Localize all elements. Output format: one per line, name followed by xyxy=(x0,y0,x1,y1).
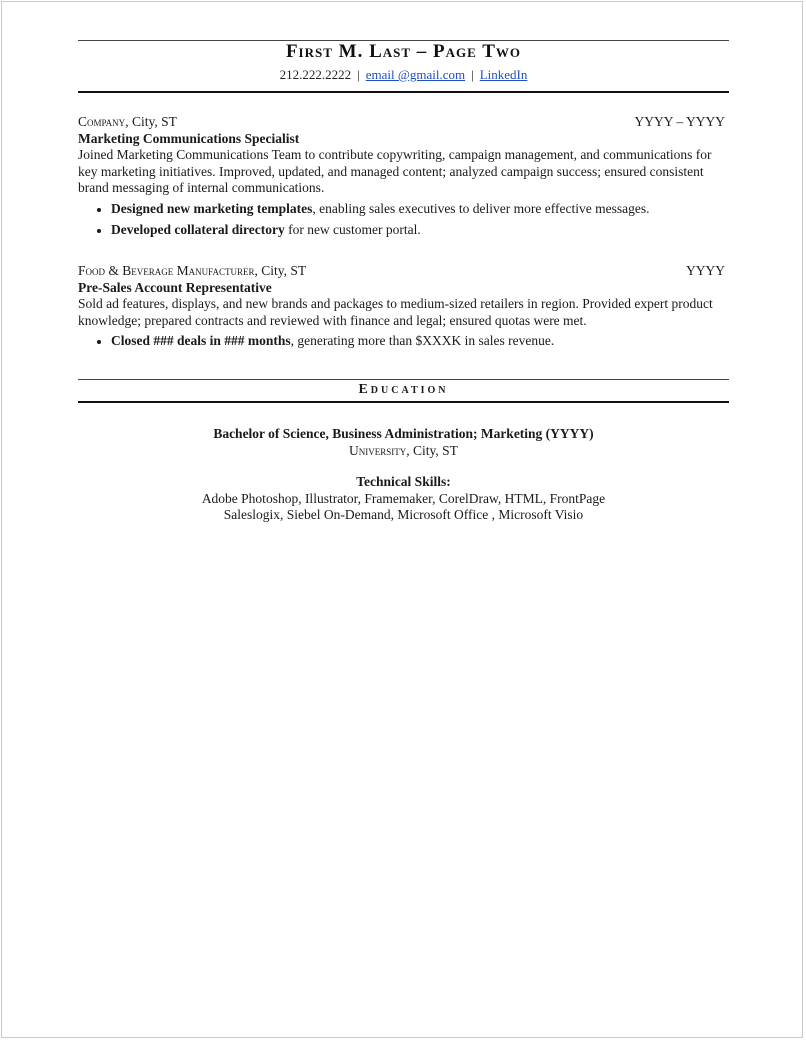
achievement-list xyxy=(78,201,725,239)
university-name: University xyxy=(349,442,407,458)
university-location: , City, ST xyxy=(406,442,458,458)
education-block xyxy=(78,426,729,459)
university-line xyxy=(78,443,729,460)
job-description: Sold ad features, displays, and new brands and packages to medium-sized retailers in region. Provided expert product knowledge; prepared contracts and reviewed with finance and legal; ensured quotas were met. xyxy=(78,296,713,328)
company-name: Food & Beverage Manufacturer xyxy=(78,263,255,278)
email-link[interactable]: email @gmail.com xyxy=(365,67,466,82)
job-title: Pre-Sales Account Representative xyxy=(78,279,272,295)
achievement-list xyxy=(78,333,725,350)
company-name: Company xyxy=(78,114,126,129)
achievement-item xyxy=(111,201,725,218)
education-top-rule xyxy=(78,379,729,380)
separator: | xyxy=(357,67,360,82)
job-entry xyxy=(78,114,725,244)
separator: | xyxy=(471,67,474,82)
achievement-highlight: Developed collateral directory xyxy=(111,222,285,237)
job-dates: YYYY – YYYY xyxy=(634,114,725,129)
page-title: First M. Last – Page Two xyxy=(285,41,522,62)
job-entry xyxy=(78,263,725,355)
achievement-text: , generating more than $XXXK in sales revenue. xyxy=(290,333,555,348)
education-bottom-rule xyxy=(78,401,729,403)
job-title: Marketing Communications Specialist xyxy=(78,130,300,146)
job-dates: YYYY xyxy=(686,263,725,278)
job-header-row xyxy=(78,263,725,280)
achievement-text: for new customer portal. xyxy=(284,222,421,237)
achievement-item xyxy=(111,222,725,239)
header-bottom-rule xyxy=(78,91,729,93)
job-employer xyxy=(78,114,177,131)
job-description: Joined Marketing Communications Team to contribute copywriting, campaign management, and communications for key marketing initiatives. Improved, updated, and managed content; analyzed campaign success; ensured consistent brand messaging of internal communications. xyxy=(78,147,712,195)
skills-line: Adobe Photoshop, Illustrator, Framemaker, CorelDraw, HTML, FrontPage xyxy=(201,490,606,506)
company-location: , City, ST xyxy=(254,263,307,278)
achievement-item xyxy=(111,333,725,350)
achievement-text: , enabling sales executives to deliver more effective messages. xyxy=(312,200,650,216)
company-location: , City, ST xyxy=(125,114,177,129)
achievement-highlight: Closed ### deals in ### months xyxy=(111,333,291,348)
contact-line xyxy=(78,67,729,83)
linkedin-link[interactable]: LinkedIn xyxy=(479,67,528,82)
job-employer xyxy=(78,263,306,280)
job-header-row xyxy=(78,114,725,131)
degree: Bachelor of Science, Business Administration; Marketing (YYYY) xyxy=(213,426,594,441)
section-heading-education: Education xyxy=(358,382,449,397)
achievement-highlight: Designed new marketing templates xyxy=(111,200,313,216)
skills-title: Technical Skills: xyxy=(356,474,451,489)
phone-number: 212.222.2222 xyxy=(279,67,352,82)
skills-line: Saleslogix, Siebel On-Demand, Microsoft Office , Microsoft Visio xyxy=(223,507,584,522)
skills-block xyxy=(78,474,729,524)
